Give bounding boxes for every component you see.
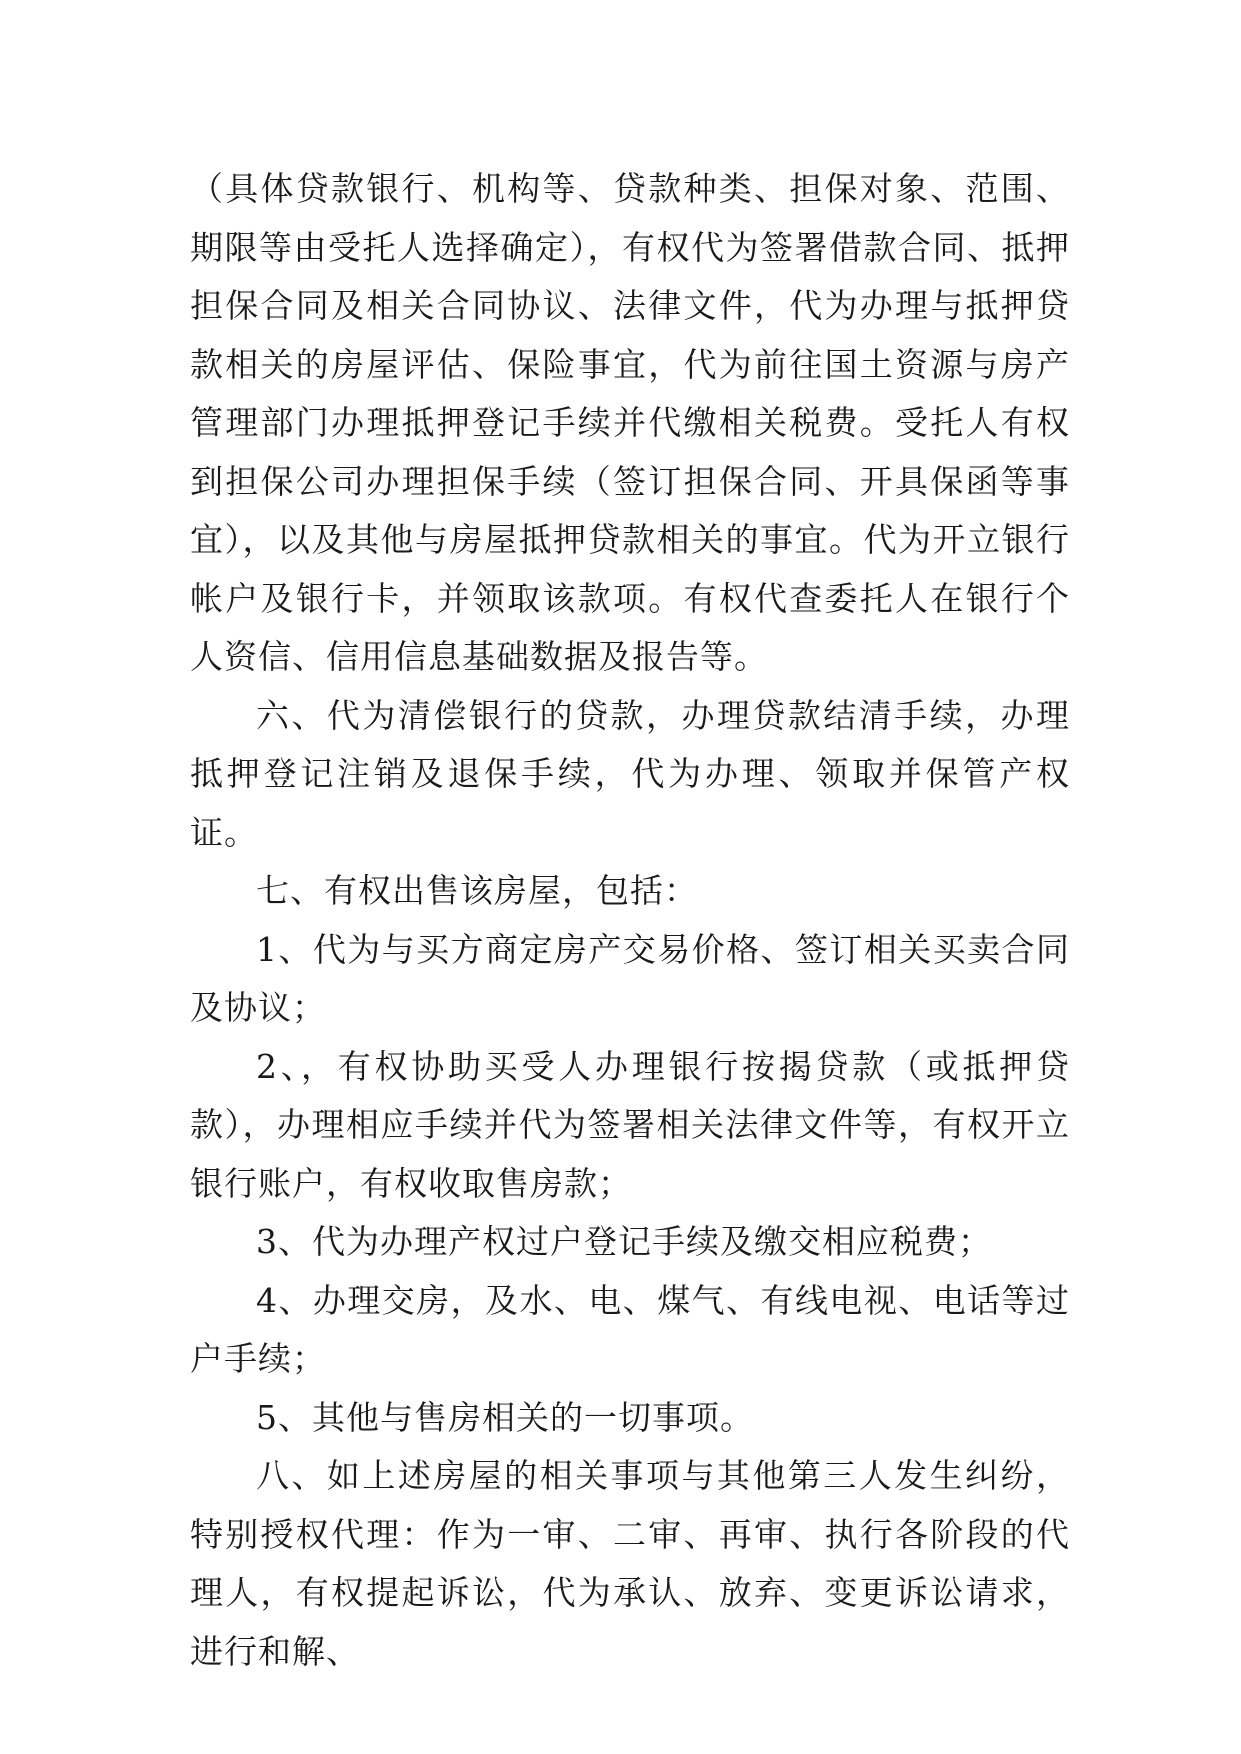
paragraph-subitem-5: 5、其他与售房相关的一切事项。 [256, 1397, 754, 1437]
paragraph-loan-authority: （具体贷款银行、机构等、贷款种类、担保对象、范围、期限等由受托人选择确定），有权代为签署借款合同、抵押担保合同及相关合同协议、法律文件，代为办理与抵押贷款相关的房屋评估、保险事宜，代为前往国土资源与房产管理部门办理抵押登记手续并代缴相关税费。受托人有权到担保公司办理担保手续（签订担保合同、开具保函等事宜），以及其他与房屋抵押贷款相关的事宜。代为开立银行帐户及银行卡，并领取该款项。有权代查委托人在银行个人资信、信用信息基础数据及报告等。 [190, 169, 1070, 676]
paragraph-subitem-3: 3、代为办理产权过户登记手续及缴交相应税费； [256, 1222, 992, 1261]
paragraph-item-eight: 八、如上述房屋的相关事项与其他第三人发生纠纷，特别授权代理：作为一审、二审、再审、执行各阶段的代理人，有权提起诉讼，代为承认、放弃、变更诉讼请求，进行和解、 [190, 1456, 1070, 1671]
paragraph-subitem-1: 1、代为与买方商定房产交易价格、签订相关买卖合同及协议； [190, 929, 1070, 1027]
paragraph-item-six: 六、代为清偿银行的贷款，办理贷款结清手续，办理抵押登记注销及退保手续，代为办理、领取并保管产权证。 [190, 695, 1070, 852]
paragraph-subitem-2: 2、，有权协助买受人办理银行按揭贷款（或抵押贷款），办理相应手续并代为签署相关法律文件等，有权开立银行账户，有权收取售房款； [190, 1046, 1070, 1203]
paragraph-item-seven: 七、有权出售该房屋，包括： [256, 871, 698, 910]
document-body [190, 160, 1070, 1681]
paragraph-subitem-4: 4、办理交房，及水、电、煤气、有线电视、电话等过户手续； [190, 1280, 1070, 1378]
